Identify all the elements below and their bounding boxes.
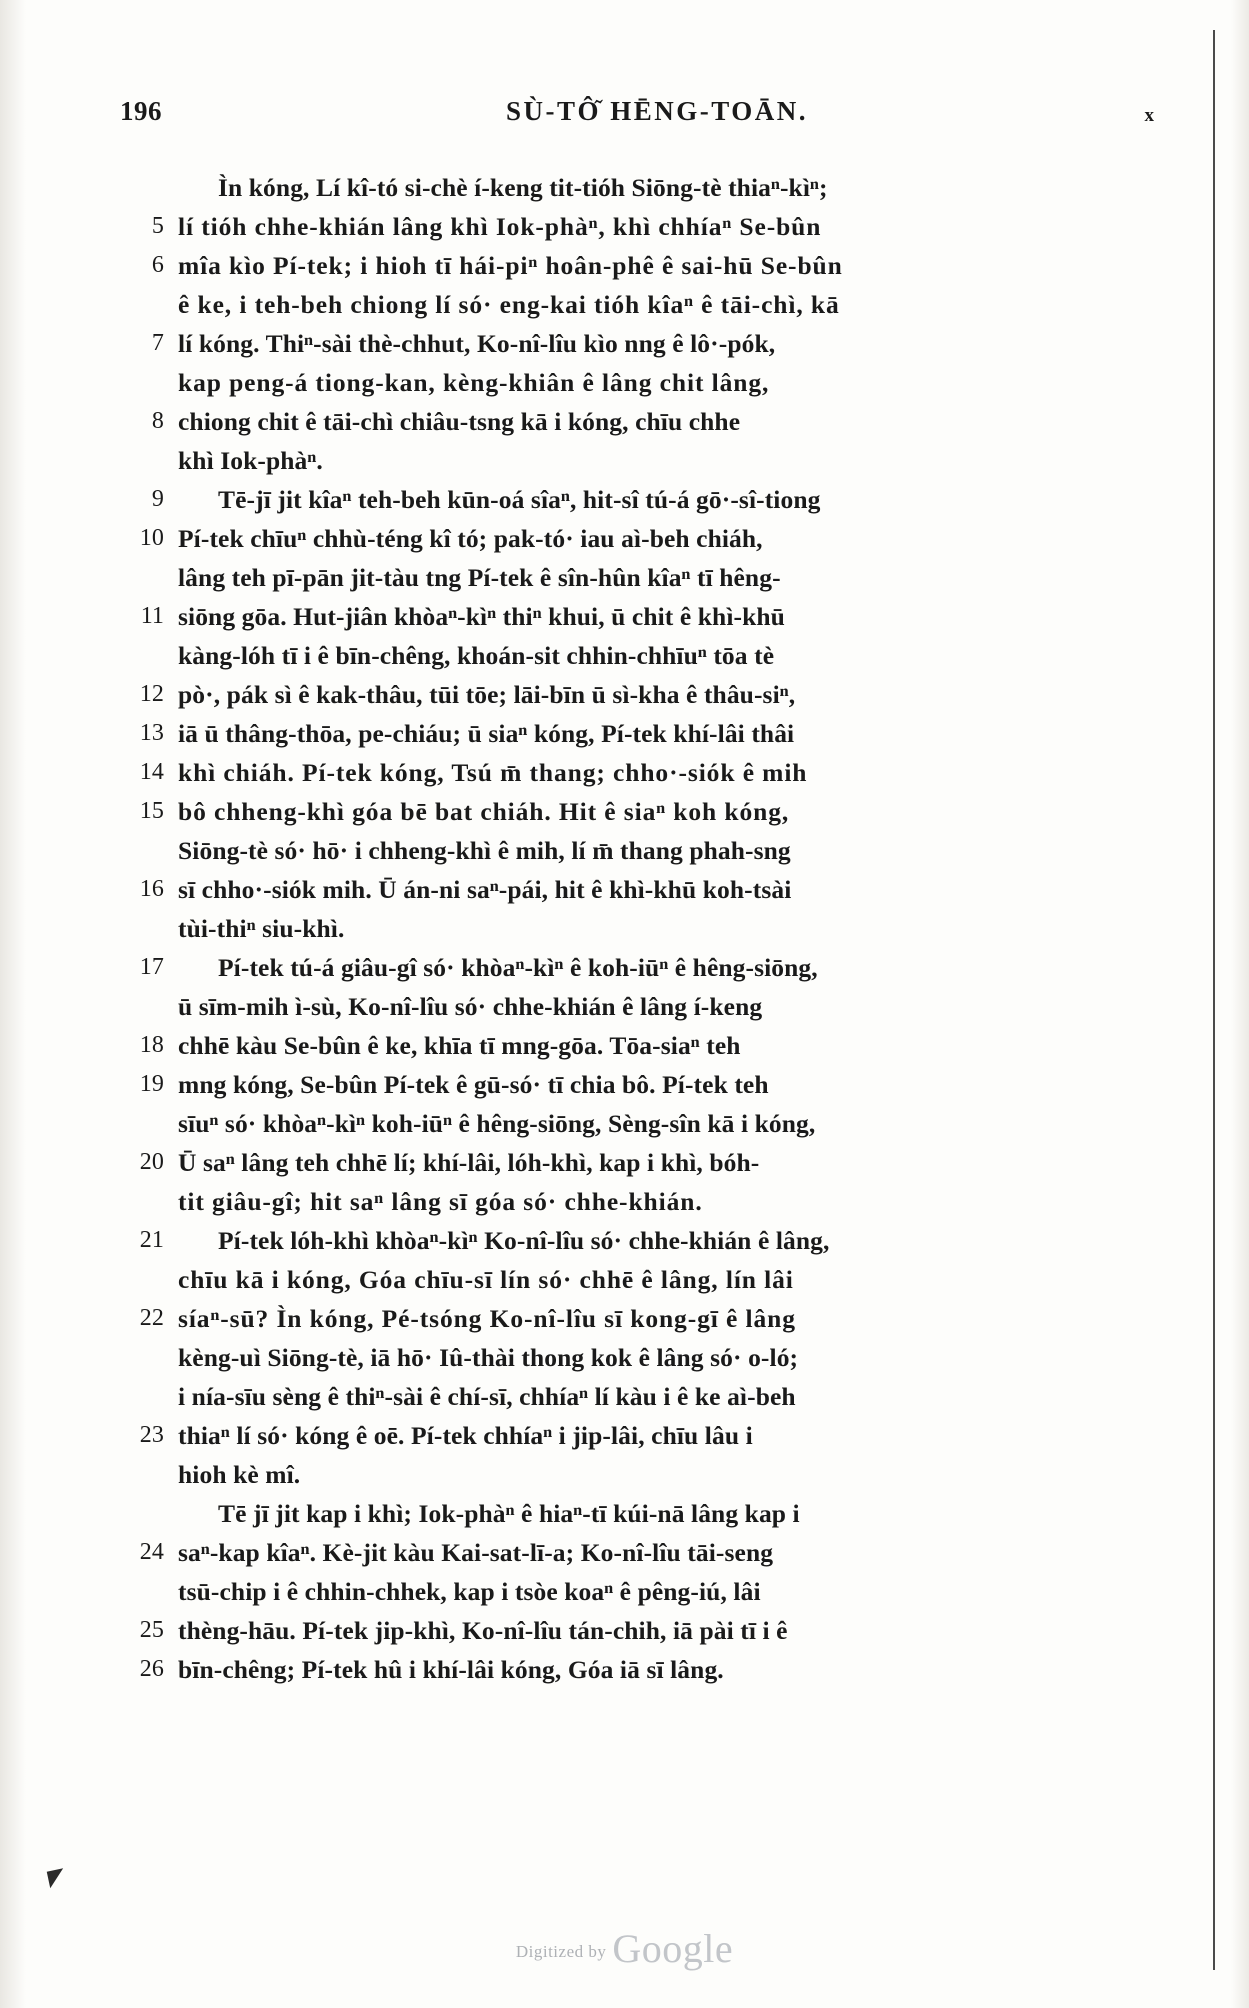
line-number: 16: [139, 876, 164, 902]
text-line: [120, 1104, 1140, 1143]
text-line: [120, 324, 1140, 363]
page-border-rule: [1213, 30, 1215, 1970]
line-text: i nía-sīu sèng ê thiⁿ-sài ê chí-sī, chhíaⁿ lí kàu i ê ke aì-beh: [178, 1382, 796, 1411]
line-number: 24: [139, 1539, 164, 1565]
text-line: [120, 1611, 1140, 1650]
text-line: [120, 207, 1140, 246]
line-number: 13: [139, 720, 164, 746]
line-text: thiaⁿ lí só· kóng ê oē. Pí-tek chhíaⁿ i jip-lâi, chīu lâu i: [178, 1421, 753, 1450]
text-line: [120, 1065, 1140, 1104]
line-number: 25: [139, 1617, 164, 1643]
scan-corner-mark: ◤: [45, 1862, 68, 1891]
line-text: bô chheng-khì góa bē bat chiáh. Hit ê siaⁿ koh kóng,: [178, 797, 790, 826]
text-line: [120, 909, 1140, 948]
line-text: kèng-uì Siōng-tè, iā hō· Iû-thài thong kok ê lâng só· o-ló;: [178, 1343, 799, 1372]
line-number: 23: [139, 1422, 164, 1448]
line-text: Pí-tek lóh-khì khòaⁿ-kìⁿ Ko-nî-lîu só· chhe-khián ê lâng,: [218, 1226, 830, 1255]
text-line: [120, 1221, 1140, 1260]
text-line: [120, 363, 1140, 402]
text-line: [120, 285, 1140, 324]
line-text: khì chiáh. Pí-tek kóng, Tsú m̄ thang; chho·-siók ê mih: [178, 758, 808, 787]
text-line: [120, 1338, 1140, 1377]
line-text: bīn-chêng; Pí-tek hû i khí-lâi kóng, Góa iā sī lâng.: [178, 1655, 724, 1684]
text-line: [120, 753, 1140, 792]
line-number: 26: [139, 1656, 164, 1682]
signature-mark: x: [1144, 105, 1154, 126]
line-text: saⁿ-kap kîaⁿ. Kè-jit kàu Kai-sat-lī-a; Ko-nî-lîu tāi-seng: [178, 1538, 774, 1567]
line-text: Tē-jī jit kîaⁿ teh-beh kūn-oá sîaⁿ, hit-sî tú-á gō·-sî-tiong: [218, 485, 821, 514]
line-text: mîa kìo Pí-tek; i hioh tī hái-piⁿ hoân-phê ê sai-hū Se-bûn: [178, 251, 843, 280]
body-text: [120, 168, 1140, 1689]
line-number: 14: [139, 759, 164, 785]
text-line: [120, 1143, 1140, 1182]
line-text: Pí-tek tú-á giâu-gî só· khòaⁿ-kìⁿ ê koh-iūⁿ ê hêng-siōng,: [218, 953, 818, 982]
watermark-brand: Google: [612, 1926, 734, 1971]
line-text: Ìn kóng, Lí kî-tó si-chè í-keng tit-tióh Siōng-tè thiaⁿ-kìⁿ;: [218, 173, 828, 202]
text-line: [120, 1533, 1140, 1572]
line-text: lí tióh chhe-khián lâng khì Iok-phàⁿ, khì chhíaⁿ Se-bûn: [178, 212, 822, 241]
text-line: [120, 675, 1140, 714]
text-line: [120, 1299, 1140, 1338]
line-text: pò·, pák sì ê kak-thâu, tūi tōe; lāi-bīn ū sì-kha ê thâu-siⁿ,: [178, 680, 796, 709]
text-line: [120, 402, 1140, 441]
line-text: Ū saⁿ lâng teh chhē lí; khí-lâi, lóh-khì, kap i khì, bóh-: [178, 1148, 760, 1177]
text-line: [120, 480, 1140, 519]
line-number: 19: [139, 1071, 164, 1097]
text-line: [120, 168, 1140, 207]
line-number: 8: [151, 408, 164, 434]
text-line: [120, 948, 1140, 987]
line-text: Siōng-tè só· hō· i chheng-khì ê mih, lí m̄ thang phah-sng: [178, 836, 791, 865]
text-line: [120, 1650, 1140, 1689]
line-text: tit giâu-gî; hit saⁿ lâng sī góa só· chhe-khián.: [178, 1187, 703, 1216]
text-line: [120, 1494, 1140, 1533]
text-line: [120, 441, 1140, 480]
google-watermark: [0, 1925, 1249, 1972]
line-text: tùi-thiⁿ siu-khì.: [178, 914, 345, 943]
line-text: sīuⁿ só· khòaⁿ-kìⁿ koh-iūⁿ ê hêng-siōng, Sèng-sîn kā i kóng,: [178, 1109, 816, 1138]
line-text: lí kóng. Thiⁿ-sài thè-chhut, Ko-nî-lîu kìo nng ê lô·-pók,: [178, 329, 776, 358]
line-text: sī chho·-siók mih. Ū án-ni saⁿ-pái, hit ê khì-khū koh-tsài: [178, 875, 792, 904]
line-text: Tē jī jit kap i khì; Iok-phàⁿ ê hiaⁿ-tī kúi-nā lâng kap i: [218, 1499, 800, 1528]
text-line: [120, 987, 1140, 1026]
line-number: 11: [140, 603, 164, 629]
text-line: [120, 519, 1140, 558]
line-number: 9: [151, 486, 164, 512]
line-text: thèng-hāu. Pí-tek jip-khì, Ko-nî-lîu tán-chih, iā pài tī i ê: [178, 1616, 788, 1645]
line-text: chhē kàu Se-bûn ê ke, khīa tī mng-gōa. Tōa-siaⁿ teh: [178, 1031, 741, 1060]
line-text: siōng gōa. Hut-jiân khòaⁿ-kìⁿ thiⁿ khui, ū chit ê khì-khū: [178, 602, 785, 631]
text-line: [120, 558, 1140, 597]
line-number: 6: [151, 252, 164, 278]
text-line: [120, 1572, 1140, 1611]
line-text: mng kóng, Se-bûn Pí-tek ê gū-só· tī chia bô. Pí-tek teh: [178, 1070, 769, 1099]
page-header: [120, 96, 1154, 136]
line-text: lâng teh pī-pān jit-tàu tng Pí-tek ê sîn-hûn kîaⁿ tī hêng-: [178, 563, 781, 592]
page-number: 196: [120, 96, 162, 126]
text-line: [120, 870, 1140, 909]
text-line: [120, 714, 1140, 753]
line-number: 21: [139, 1227, 164, 1253]
line-text: tsū-chip i ê chhin-chhek, kap i tsòe koaⁿ ê pêng-iú, lâi: [178, 1577, 761, 1606]
line-number: 18: [139, 1032, 164, 1058]
text-line: [120, 1260, 1140, 1299]
line-text: kap peng-á tiong-kan, kèng-khiân ê lâng chit lâng,: [178, 368, 770, 397]
line-number: 15: [139, 798, 164, 824]
text-line: [120, 1416, 1140, 1455]
text-line: [120, 636, 1140, 675]
watermark-prefix: Digitized by: [515, 1942, 607, 1961]
line-text: chiong chit ê tāi-chì chiâu-tsng kā i kóng, chīu chhe: [178, 407, 741, 436]
line-number: 20: [139, 1149, 164, 1175]
line-text: hioh kè mî.: [178, 1460, 301, 1489]
line-text: síaⁿ-sū? Ìn kóng, Pé-tsóng Ko-nî-lîu sī kong-gī ê lâng: [178, 1304, 796, 1333]
text-line: [120, 1377, 1140, 1416]
text-line: [120, 246, 1140, 285]
line-text: chīu kā i kóng, Góa chīu-sī lín só· chhē ê lâng, lín lâi: [178, 1265, 794, 1294]
text-line: [120, 597, 1140, 636]
line-text: ū sīm-mih ì-sù, Ko-nî-lîu só· chhe-khián ê lâng í-keng: [178, 992, 763, 1021]
line-text: kàng-lóh tī i ê bīn-chêng, khoán-sit chhin-chhīuⁿ tōa tè: [178, 641, 775, 670]
line-number: 17: [139, 954, 164, 980]
line-text: ê ke, i teh-beh chiong lí só· eng-kai tióh kîaⁿ ê tāi-chì, kā: [178, 290, 840, 319]
text-line: [120, 1026, 1140, 1065]
line-number: 5: [151, 213, 164, 239]
text-line: [120, 792, 1140, 831]
line-number: 10: [139, 525, 164, 551]
text-line: [120, 831, 1140, 870]
line-number: 7: [151, 330, 164, 356]
line-number: 22: [139, 1305, 164, 1331]
line-text: iā ū thâng-thōa, pe-chiáu; ū siaⁿ kóng, Pí-tek khí-lâi thâi: [178, 719, 795, 748]
line-number: 12: [139, 681, 164, 707]
line-text: khì Iok-phàⁿ.: [178, 446, 323, 475]
text-line: [120, 1182, 1140, 1221]
text-line: [120, 1455, 1140, 1494]
running-title: SÙ-TÔ᷉ HĒNG-TOĀN.: [505, 96, 809, 126]
line-text: Pí-tek chīuⁿ chhù-téng kî tó; pak-tó· iau aì-beh chiáh,: [178, 524, 763, 553]
